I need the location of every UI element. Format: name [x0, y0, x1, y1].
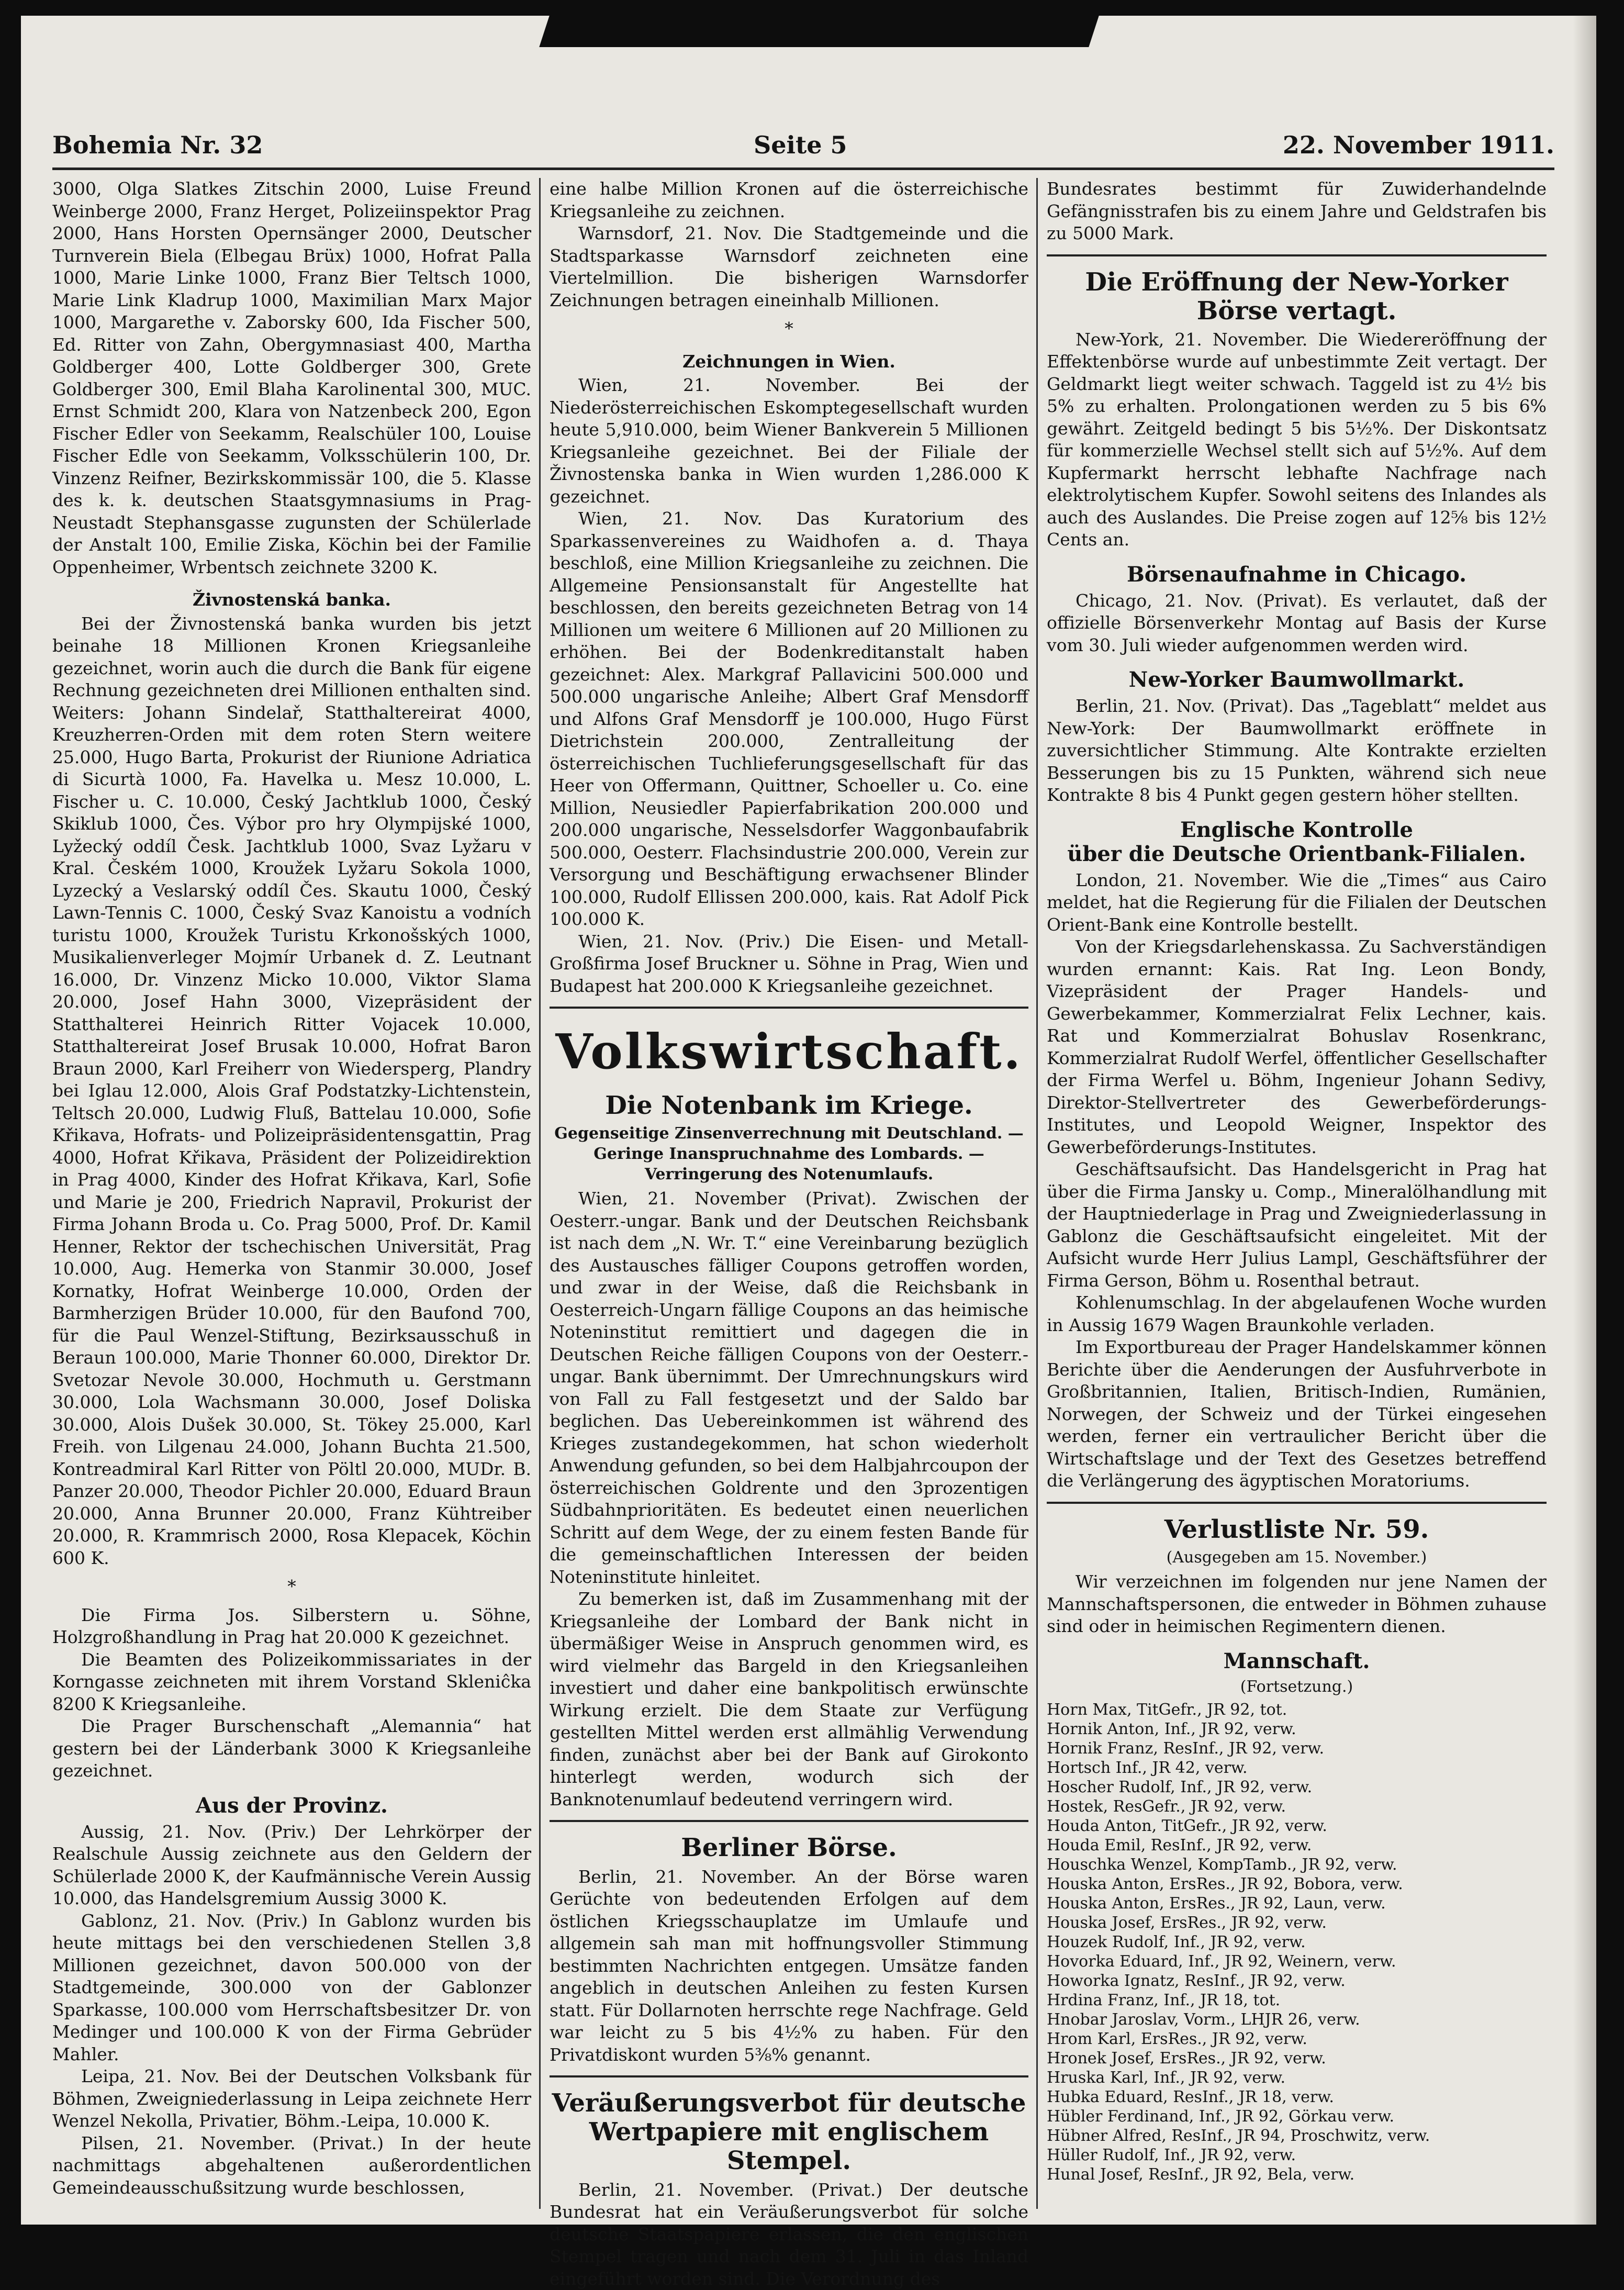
article-paragraph: Gablonz, 21. Nov. (Priv.) In Gablonz wurden bis heute mittags bei den verschiedenen Stellen 3,8 Millionen gezeichnet, davon 500.000 von der Stadtgemeinde, 300.000 von der Gablonzer Sparkasse, 100.000 vom Herrschaftsbesitzer Dr. von Medinger und 100.000 K von der Firma Gebrüder Mahler.: [52, 1910, 531, 2064]
list-item: Hoscher Rudolf, Inf., JR 92, verw.: [1047, 1778, 1313, 1796]
article-paragraph: Wien, 21. November (Privat). Zwischen der Oesterr.-ungar. Bank und der Deutschen Reichsbank ist nach dem „N. Wr. T.“ eine Vereinbarung bezüglich des Austausches fälliger Coupons getroffen worden, und zwar in der Weise, daß die Reichsbank in Oesterreich-Ungarn fällige Coupons an das heimische Noteninstitut remittiert und dagegen die in Deutschen Reiche fälligen Coupons von der Oesterr.-ungar. Bank übernimmt. Der Umrechnungskurs wird von Fall zu Fall festgesetzt und der Saldo bar beglichen. Das Uebereinkommen ist während des Krieges zustandegekommen, hat schon wiederholt Anwendung gefunden, so bei dem Halbjahrcoupon der österreichischen Goldrente und den 3prozentigen Südbahnprioritäten. Es bedeutet einen neuerlichen Schritt auf dem Wege, der zu einem festen Bande für die gemeinschaftlichen Interessen der beiden Noteninstitute hinleitet.: [550, 1188, 1028, 1587]
article-paragraph: Die Beamten des Polizeikommissariates in der Korngasse zeichneten mit ihrem Vorstand Skleniĉka 8200 K Kriegsanleihe.: [52, 1649, 531, 1714]
column-divider: [1036, 178, 1038, 2209]
list-item: Hubka Eduard, ResInf., JR 18, verw.: [1047, 2087, 1334, 2106]
article-paragraph: Wien, 21. Nov. (Priv.) Die Eisen- und Metall-Großfirma Josef Bruckner u. Söhne in Prag, Wien und Budapest hat 200.000 K Kriegsanleihe gezeichnet.: [550, 931, 1028, 996]
list-item: Houda Anton, TitGefr., JR 92, verw.: [1047, 1816, 1327, 1835]
section-rule: [1047, 1502, 1547, 1504]
list-item: Hrdina Franz, Inf., JR 18, tot.: [1047, 1991, 1281, 2009]
article-paragraph: Aussig, 21. Nov. (Priv.) Der Lehrkörper der Realschule Aussig zeichnete aus den Geldern der Schülerlade 2000 K, der Kaufmännische Verein Aussig 10.000, das Handelsgremium Aussig 3000 K.: [52, 1821, 531, 1909]
section-rule: [550, 1007, 1028, 1009]
article-headline: Veräußerungsverbot für deutsche Wertpapiere mit englischem Stempel.: [552, 2088, 1026, 2176]
divider-star: *: [287, 1576, 296, 1597]
list-item: Hnobar Jaroslav, Vorm., LHJR 26, verw.: [1047, 2010, 1360, 2029]
list-item: Houzek Rudolf, Inf., JR 92, verw.: [1047, 1932, 1306, 1951]
article-paragraph: Berlin, 21. November. (Privat.) Der deutsche Bundesrat hat ein Veräußerungsverbot für solche deutsche Staatspapiere erlassen, die den englischen Stempel tragen und nach dem 31. Juli in das Inland eingeführt worden sind. Die Verordnung des: [550, 2179, 1028, 2289]
article-headline: Die Eröffnung der New-Yorker Börse vertagt.: [1085, 267, 1508, 326]
article-paragraph: Wien, 21. Nov. Das Kuratorium des Sparkassenvereines zu Waidhofen a. d. Thaya beschloß, eine Million Kriegsanleihe zu zeichnen. Die Allgemeine Pensionsanstalt für Angestellte hat beschlossen, den bereits gezeichneten Betrag von 14 Millionen um weitere 6 Millionen auf 20 Millionen zu erhöhen. Bei der Bodenkreditanstalt haben gezeichnet: Alex. Markgraf Pallavicini 500.000 und 500.000 ungarische Anleihe; Albert Graf Mensdorff und Alfons Graf Mensdorff je 100.000, Hugo Fürst Dietrichstein 200.000, Zentralleitung der österreichischen Tuchlieferungsgesellschaft für das Heer von Offermann, Quittner, Schoeller u. Co. eine Million, Neusiedler Papierfabrikation 200.000 und 200.000 ungarische, Nesselsdorfer Waggonbaufabrik 500.000, Oesterr. Flachsindustrie 200.000, Verein zur Versorgung und Beschäftigung erwachsener Blinder 100.000, Rudolf Ellissen 200.000, kais. Rat Adolf Pick 100.000 K.: [550, 508, 1028, 930]
article-headline: New-Yorker Baumwollmarkt.: [1128, 667, 1465, 692]
article-paragraph: Warnsdorf, 21. Nov. Die Stadtgemeinde und die Stadtsparkasse Warnsdorf zeichneten eine Viertelmillion. Die bisherigen Warnsdorfer Zeichnungen betragen eineinhalb Millionen.: [550, 223, 1028, 310]
article-paragraph: Wien, 21. November. Bei der Niederösterreichischen Eskomptegesellschaft wurden heute 5,910.000, beim Wiener Bankverein 5 Millionen Kriegsanleihe gezeichnet. Bei der Filiale der Živnostenska banka in Wien wurden 1,286.000 K gezeichnet.: [550, 375, 1028, 507]
column-1: [52, 178, 531, 2209]
article-headline: Die Notenbank im Kriege.: [605, 1091, 973, 1121]
article-subheadline: Gegenseitige Zinsenverrechnung mit Deutschland. — Geringe Inanspruchnahme des Lombards. — Verringerung des Notenumlaufs.: [554, 1124, 1024, 1184]
article-headline: Berliner Börse.: [681, 1833, 897, 1863]
section-heading: Aus der Provinz.: [196, 1793, 388, 1818]
section-rule: [1047, 254, 1547, 256]
section-heading: Zeichnungen in Wien.: [682, 351, 895, 372]
column-divider: [539, 178, 541, 2209]
section-heading: Živnostenská banka.: [192, 589, 391, 610]
continuation-note: (Fortsetzung.): [1240, 1677, 1353, 1696]
article-headline: Verlustliste Nr. 59.: [1164, 1514, 1429, 1544]
issue-date: 22. November 1911.: [1282, 131, 1554, 159]
list-item: Houska Anton, ErsRes., JR 92, Bobora, verw.: [1047, 1874, 1403, 1893]
list-item: Horn Max, TitGefr., JR 92, tot.: [1047, 1700, 1287, 1719]
article-paragraph: eine halbe Million Kronen auf die österreichische Kriegsanleihe zu zeichnen.: [550, 178, 1028, 221]
article-subheadline: (Ausgegeben am 15. November.): [1166, 1548, 1427, 1567]
list-item: Hruska Karl, Inf., JR 92, verw.: [1047, 2068, 1286, 2087]
list-item: Houska Anton, ErsRes., JR 92, Laun, verw.: [1047, 1894, 1386, 1913]
list-item: Houska Josef, ErsRes., JR 92, verw.: [1047, 1913, 1327, 1932]
department-heading: Volkswirtschaft.: [555, 1023, 1023, 1080]
list-item: Hübler Ferdinand, Inf., JR 92, Görkau verw.: [1047, 2107, 1394, 2126]
article-paragraph: Bei der Živnostenská banka wurden bis jetzt beinahe 18 Millionen Kronen Kriegsanleihe gezeichnet, worin auch die durch die Bank für eigene Rechnung gezeichneten drei Millionen enthalten sind. Weiters: Johann Sindelař, Statthaltereirat 4000, Kreuzherren-Orden mit dem roten Stern weitere 25.000, Hugo Barta, Prokurist der Riunione Adriatica di Sicurtà 1000, Fa. Havelka u. Mesz 10.000, L. Fischer u. C. 10.000, Český Jachtklub 1000, Český Skiklub 1000, Čes. Výbor pro hry Olympijské 1000, Lyžecký oddíl Česk. Jachtklub 1000, Svaz Lyžaru v Kral. Českém 1000, Kroužek Lyžaru Sokola 1000, Lyzecký a Veslarský oddíl Čes. Skautu 1000, Český Lawn-Tennis C. 1000, Český Svaz Kanoistu a vodních turistu 1000, Kroužek Turistu Krkonošských 1000, Musikalienverleger Mojmír Urbanek d. Z. Leutnant 16.000, Dr. Vinzenz Micko 10.000, Viktor Slama 20.000, Josef Hahn 3000, Vizepräsident der Statthalterei Heinrich Ritter Vojacek 10.000, Statthaltereirat Josef Brusak 10.000, Hofrat Baron Braun 2000, Karl Freiherr von Wiedersperg, Plandry bei Iglau 12.000, Alois Graf Podstatzky-Lichtenstein, Teltsch 20.000, Ludwig Fluß, Battelau 10.000, Sofie Křikava, Hofrats- und Polizeipräsidentensgattin, Prag 4000, Hofrat Křikava, Präsident der Polizeidirektion in Prag 4000, Kinder des Hofrat Křikava, Karl, Sofie und Marie je 200, Friedrich Napravil, Prokurist der Firma Johann Broda u. Co. Prag 5000, Prof. Dr. Kamil Henner, Rektor der tschechischen Universität, Prag 10.000, Aug. Hemerka von Stanmir 30.000, Josef Kornatky, Hofrat Weinberge 10.000, Orden der Barmherzigen Brüder 10.000, für den Baufond 700, für die Paul Wenzel-Stiftung, Bezirksausschuß in Beraun 100.000, Marie Thonner 60.000, Direktor Dr. Svetozar Nevole 30.000, Hochmuth u. Gerstmann 30.000, Lola Wachsmann 30.000, Josef Doliska 30.000, Alois Dušek 30.000, St. Tökey 25.000, Karl Freih. von Lilgenau 24.000, Johann Buchta 21.500, Kontreadmiral Karl Ritter von Pöltl 20.000, MUDr. B. Panzer 20.000, Theodor Pichler 20.000, Eduard Braun 20.000, Anna Brunner 20.000, Franz Kühtreiber 20.000, R. Krammrisch 2000, Rosa Klepacek, Köchin 600 K.: [52, 613, 531, 1568]
list-item: Hronek Josef, ErsRes., JR 92, verw.: [1047, 2049, 1326, 2068]
page-header: [52, 120, 1554, 170]
article-headline: [1047, 818, 1547, 866]
list-item: Hostek, ResGefr., JR 92, verw.: [1047, 1797, 1286, 1816]
column-3: [1047, 178, 1547, 2209]
article-paragraph: Wir verzeichnen im folgenden nur jene Namen der Mannschaftspersonen, die entweder in Böhmen zuhause sind oder in heimischen Regimentern dienen.: [1047, 1571, 1547, 1637]
article-paragraph: Geschäftsaufsicht. Das Handelsgericht in Prag hat über die Firma Jansky u. Comp., Mineralölhandlung mit der Hauptniederlage in Prag und Zweigniederlassung in Gablonz die Geschäftsaufsicht eingeleitet. Mit der Aufsicht wurde Herr Julius Lampl, Geschäftsführer der Firma Gerson, Böhm u. Rosenthal betraut.: [1047, 1159, 1547, 1291]
article-paragraph: Pilsen, 21. November. (Privat.) In der heute nachmittags abgehaltenen außerordentlichen Gemeindeausschußsitzung wurde beschlossen,: [52, 2132, 531, 2198]
article-paragraph: London, 21. November. Wie die „Times“ aus Cairo meldet, hat die Regierung für die Filialen der Deutschen Orient-Bank eine Kontrolle bestellt.: [1047, 869, 1547, 935]
page-curl-shadow: [1573, 16, 1596, 2225]
divider-star: *: [785, 318, 793, 339]
headline-line-1: Englische Kontrolle: [1180, 817, 1413, 842]
headline-line-2: über die Deutsche Orientbank-Filialen.: [1067, 841, 1526, 866]
list-item: Hübner Alfred, ResInf., JR 94, Proschwitz, verw.: [1047, 2126, 1430, 2145]
masthead-issue: Bohemia Nr. 32: [52, 131, 263, 159]
article-paragraph: Die Prager Burschenschaft „Alemannia“ hat gestern bei der Länderbank 3000 K Kriegsanleihe gezeichnet.: [52, 1716, 531, 1781]
article-headline: Börsenaufnahme in Chicago.: [1126, 562, 1467, 587]
list-item: Hüller Rudolf, Inf., JR 92, verw.: [1047, 2146, 1296, 2164]
list-item: Hornik Anton, Inf., JR 92, verw.: [1047, 1719, 1296, 1738]
list-item: Hornik Franz, ResInf., JR 92, verw.: [1047, 1739, 1325, 1758]
list-item: Howorka Ignatz, ResInf., JR 92, verw.: [1047, 1971, 1346, 1990]
list-item: Hovorka Eduard, Inf., JR 92, Weinern, verw.: [1047, 1952, 1396, 1971]
section-rule: [550, 2075, 1028, 2077]
casualty-list: [1047, 1700, 1547, 2184]
article-paragraph: Chicago, 21. Nov. (Privat). Es verlautet, daß der offizielle Börsenverkehr Montag auf Basis der Kurse vom 30. Juli wieder aufgenommen werden wird.: [1047, 590, 1547, 655]
article-paragraph: Berlin, 21. Nov. (Privat). Das „Tageblatt“ meldet aus New-York: Der Baumwollmarkt eröffnete in zuversichtlicher Stimmung. Alte Kontrakte erzielten Besserungen bis zu 15 Punkten, während sich neue Kontrakte 8 bis 4 Punkt gegen gestern höher stellten.: [1047, 696, 1547, 806]
list-item: Hunal Josef, ResInf., JR 92, Bela, verw.: [1047, 2165, 1355, 2184]
column-2: [550, 178, 1028, 2289]
list-item: Houschka Wenzel, KompTamb., JR 92, verw.: [1047, 1855, 1397, 1874]
page-number: Seite 5: [754, 131, 847, 159]
list-item: Hrom Karl, ErsRes., JR 92, verw.: [1047, 2029, 1307, 2048]
article-paragraph: Bundesrates bestimmt für Zuwiderhandelnde Gefängnisstrafen bis zu einem Jahre und Geldstrafen bis zu 5000 Mark.: [1047, 178, 1547, 243]
donor-list-paragraph: 3000, Olga Slatkes Zitschin 2000, Luise Freund Weinberge 2000, Franz Herget, Polizeiinspektor Prag 2000, Hans Horsten Opernsänger 2000, Deutscher Turnverein Biela (Elbegau Brüx) 1000, Hofrat Palla 1000, Marie Linke 1000, Franz Bier Teltsch 1000, Marie Link Kladrup 1000, Maximilian Marx Major 1000, Margarethe v. Zaborsky 600, Ida Fischer 500, Ed. Ritter von Zahn, Obergymnasiast 400, Martha Goldberger 400, Lotte Goldberger 300, Grete Goldberger 300, Emil Blaha Karolinental 300, MUC. Ernst Schmidt 200, Klara von Natzenbeck 200, Egon Fischer Edler von Seekamm, Realschüler 100, Louise Fischer Edle von Seekamm, Volksschülerin 100, Dr. Vinzenz Reifner, Bezirkskommissär 100, die 5. Klasse des k. k. deutschen Staatsgymnasiums in Prag-Neustadt Stephansgasse zugunsten der Schülerlade der Anstalt 100, Emilie Ziska, Köchin bei der Familie Oppenheimer, Wrbentsch zeichnete 3200 K.: [52, 178, 531, 577]
article-paragraph: Von der Kriegsdarlehenskassa. Zu Sachverständigen wurden ernannt: Kais. Rat Ing. Leon Bondy, Vizepräsident der Prager Handels- und Gewerbekammer, Kommerzialrat Felix Lechner, kais. Rat und Kommerzialrat Bohuslav Rosenkranc, Kommerzialrat Rudolf Werfel, öffentlicher Gesellschafter der Firma Werfel u. Böhm, Ingenieur Johann Sedivy, Direktor-Stellvertreter des Gewerbeförderungs-Institutes, und Leopold Weigner, Inspektor des Gewerbeförderungs-Institutes.: [1047, 936, 1547, 1157]
article-paragraph: Kohlenumschlag. In der abgelaufenen Woche wurden in Aussig 1679 Wagen Braunkohle verladen.: [1047, 1292, 1547, 1335]
article-paragraph: Im Exportbureau der Prager Handelskammer können Berichte über die Aenderungen der Ausfuhrverbote in Großbritannien, Italien, Britisch-Indien, Rumänien, Norwegen, der Schweiz und der Türkei eingesehen werden, ferner ein vertraulicher Bericht über die Wirtschaftslage und der Text des Gesetzes betreffend die Verlängerung des ägyptischen Moratoriums.: [1047, 1337, 1547, 1491]
list-item: Hortsch Inf., JR 42, verw.: [1047, 1758, 1248, 1777]
list-item: Houda Emil, ResInf., JR 92, verw.: [1047, 1836, 1312, 1855]
article-paragraph: New-York, 21. November. Die Wiedereröffnung der Effektenbörse wurde auf unbestimmte Zeit vertagt. Der Geldmarkt liegt weiter schwach. Taggeld ist zu 4½ bis 5% zu erhalten. Prolongationen werden zu 5 bis 6% gewährt. Zeitgeld bedingt 5 bis 5½%. Der Diskontsatz für kommerzielle Wechsel stellt sich auf 5½%. Auf dem Kupfermarkt herrscht lebhafte Nachfrage nach elektrolytischem Kupfer. Sowohl seitens des Inlandes als auch des Auslandes. Die Preise zogen auf 12⅝ bis 12½ Cents an.: [1047, 329, 1547, 550]
scan-edge-shadow: [539, 16, 1099, 47]
article-paragraph: Die Firma Jos. Silberstern u. Söhne, Holzgroßhandlung in Prag hat 20.000 K gezeichnet.: [52, 1604, 531, 1648]
newspaper-page: [21, 16, 1596, 2289]
article-paragraph: Zu bemerken ist, daß im Zusammenhang mit der Kriegsanleihe der Lombard der Bank nicht in übermäßiger Weise in Anspruch genommen wird, es wird vielmehr das Bargeld in den Kriegsanleihen investiert und daher eine bankpolitisch erwünschte Wirkung erzielt. Die dem Staate zur Verfügung gestellten Mittel werden erst allmählig Verwendung finden, zunächst aber bei der Bank auf Girokonto hinterlegt werden, wodurch sich der Banknotenumlauf bedeutend verringern wird.: [550, 1589, 1028, 1809]
section-heading: Mannschaft.: [1223, 1648, 1370, 1673]
article-paragraph: Leipa, 21. Nov. Bei der Deutschen Volksbank für Böhmen, Zweigniederlassung in Leipa zeichnete Herr Wenzel Nekolla, Privatier, Böhm.-Leipa, 10.000 K.: [52, 2066, 531, 2131]
article-paragraph: Berlin, 21. November. An der Börse waren Gerüchte von bedeutenden Erfolgen auf dem östlichen Kriegsschauplatze im Umlaufe und allgemein sah man mit hoffnungsvoller Stimmung bestimmten Nachrichten entgegen. Umsätze fanden angeblich in deutschen Anleihen zu festen Kursen statt. Für Dollarnoten herrschte rege Nachfrage. Geld war leicht zu 5 bis 4½% zu haben. Für den Privatdiskont wurden 5⅜% genannt.: [550, 1866, 1028, 2065]
section-rule: [550, 1820, 1028, 1822]
